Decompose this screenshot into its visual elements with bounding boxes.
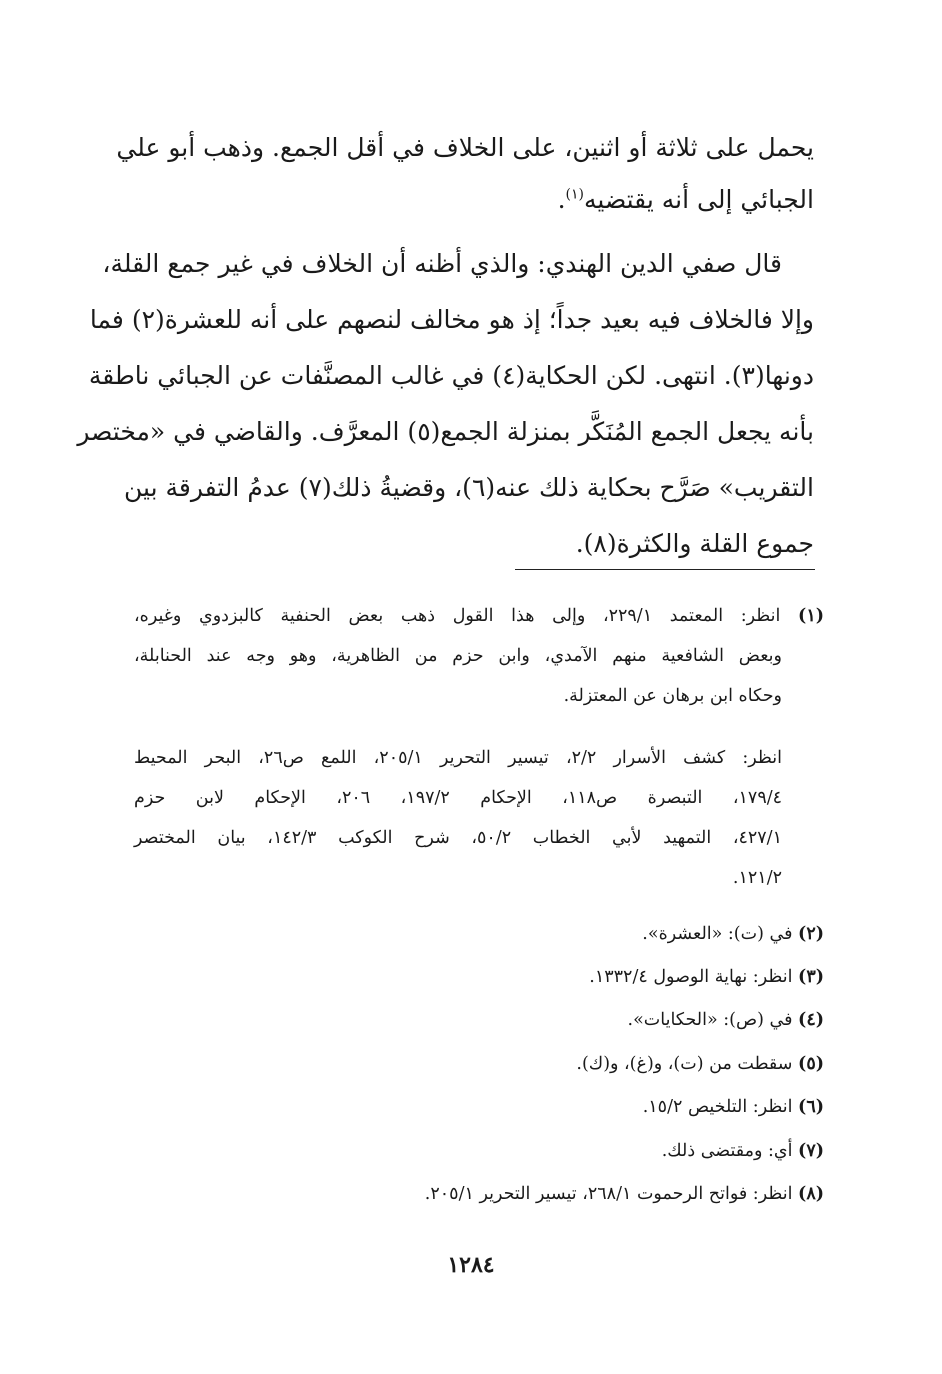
- text-line: وإلا فالخلاف فيه بعيد جداً؛ إذ هو مخالف لنصهم على أنه للعشرة(٢) فما: [89, 305, 814, 334]
- text-line: الجبائي إلى أنه يقتضيه$^{(١)}$.: [557, 185, 814, 214]
- text-line: التقريب» صَرَّح بحكاية ذلك عنه(٦)، وقضيةُ ذلك(٧) عدمُ التفرقة بين: [124, 473, 814, 502]
- footnote-7: [662, 1131, 824, 1171]
- footnote-2: [642, 914, 824, 954]
- footnote-line: ١٧٩/٤، التبصرة ص١١٨، الإحكام ١٩٧/٢، ٢٠٦، الإحكام لابن حزم: [134, 788, 783, 808]
- footnote-text: انظر: نهاية الوصول ١٣٣٢/٤.: [589, 967, 793, 987]
- footnote-number: (٢): [798, 924, 824, 944]
- footnote-line: ٤٢٧/١، التمهيد لأبي الخطاب ٥٠/٢، شرح الكوكب ١٤٢/٣، بيان المختصر: [134, 828, 782, 848]
- footnote-number: (٨): [798, 1184, 824, 1204]
- paragraph-2: [77, 236, 814, 572]
- footnote-number: (٣): [798, 967, 824, 987]
- footnote-number: (٧): [798, 1141, 824, 1161]
- footnote-ref: (١): [565, 186, 585, 203]
- footnote-line: وحكاه ابن برهان عن المعتزلة.: [563, 686, 782, 706]
- text-line: دونها(٣). انتهى. لكن الحكاية(٤) في غالب المصنَّفات عن الجبائي ناطقة: [88, 361, 814, 390]
- footnote-8: [425, 1174, 824, 1214]
- footnote-number: (٦): [798, 1097, 824, 1117]
- footnote-text: انظر: التلخيص ١٥/٢.: [642, 1097, 793, 1117]
- text-line: قال صفي الدين الهندي: والذي أظنه أن الخلاف في غير جمع القلة،: [102, 249, 782, 278]
- text-line: يحمل على ثلاثة أو اثنين، على الخلاف في أقل الجمع. وذهب أبو علي: [116, 133, 814, 162]
- footnote-divider: [515, 569, 815, 570]
- footnote-line: انظر: كشف الأسرار ٢/٢، تيسير التحرير ٢٠٥/١، اللمع ص٢٦، البحر المحيط: [134, 748, 782, 768]
- footnote-number: (٥): [798, 1054, 824, 1074]
- footnote-number: (١): [798, 606, 824, 626]
- footnote-5: [576, 1044, 824, 1084]
- footnote-line: (١) انظر: المعتمد ٢٢٩/١، وإلى هذا القول ذهب بعض الحنفية كالبزدوي وغيره،: [134, 606, 824, 626]
- footnote-6: [643, 1087, 824, 1127]
- footnote-text: سقطت من (ت)، و(غ)، و(ك).: [576, 1054, 793, 1074]
- page-number: ١٢٨٤: [447, 1252, 495, 1278]
- footnote-number: (٤): [798, 1010, 824, 1030]
- text-line: بأنه يجعل الجمع المُنَكَّر بمنزلة الجمع(٥) المعرَّف. والقاضي في «مختصر: [77, 417, 814, 446]
- footnote-1-references: [134, 738, 824, 898]
- footnote-line: وبعض الشافعية منهم الآمدي، وابن حزم من الظاهرية، وهو وجه عند الحنابلة،: [134, 646, 782, 666]
- footnote-text: أي: ومقتضى ذلك.: [661, 1141, 793, 1161]
- footnote-1: [134, 596, 824, 716]
- footnote-text: في (ت): «العشرة».: [642, 924, 793, 944]
- footnote-text: في (ص): «الحكايات».: [627, 1010, 793, 1030]
- text-line: جموع القلة والكثرة(٨).: [575, 529, 814, 558]
- footnote-text: انظر: فواتح الرحموت ٢٦٨/١، تيسير التحرير ٢٠٥/١.: [424, 1184, 793, 1204]
- footnote-4: [628, 1000, 824, 1040]
- paragraph-1: [116, 122, 814, 226]
- footnote-3: [589, 957, 824, 997]
- footnote-line: ١٢١/٢.: [732, 868, 782, 888]
